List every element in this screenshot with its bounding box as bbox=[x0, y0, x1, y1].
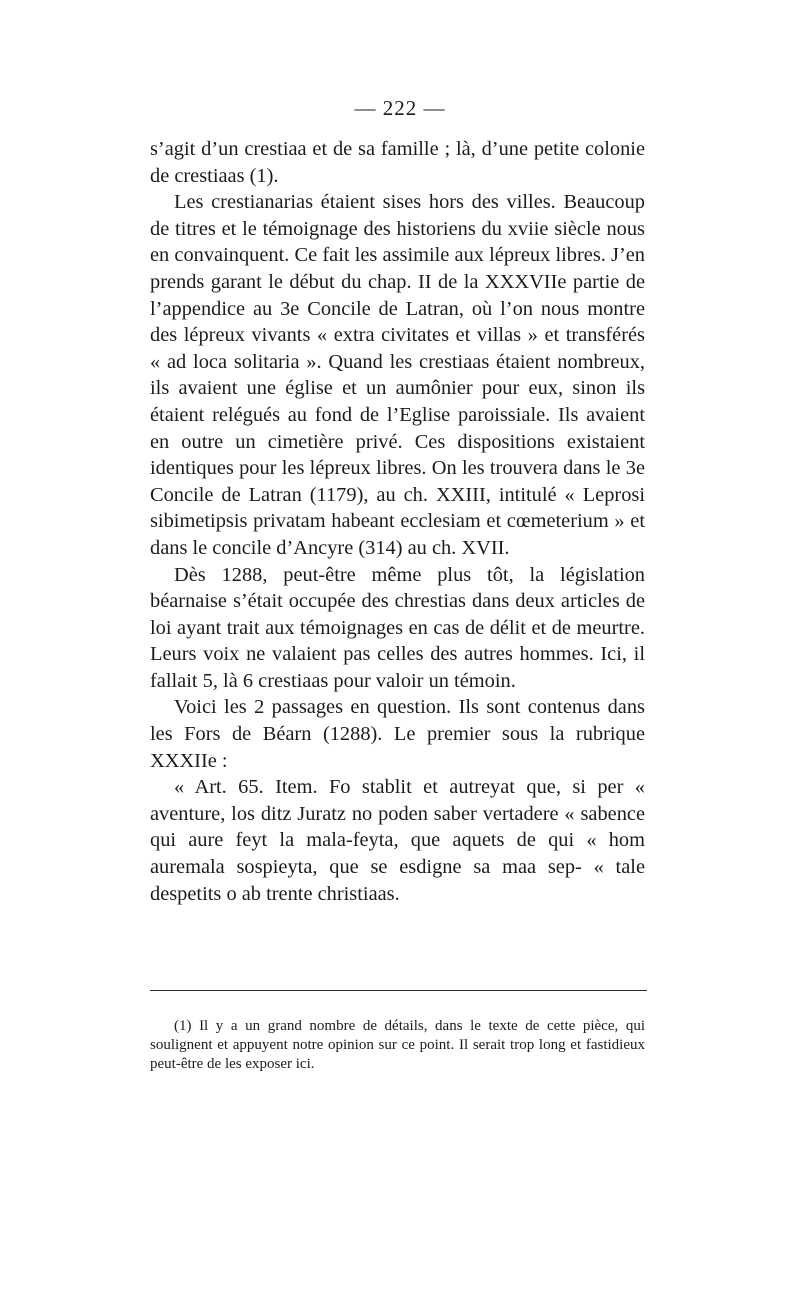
footnote bbox=[150, 1017, 645, 1074]
paragraph-quotation: « Art. 65. Item. Fo stablit et autreyat que, si per « aventure, los ditz Juratz no poden saber vertadere « sabence qui aure feyt la mala-feyta, que aquets de qui « hom auremala sospieyta, que se esdigne sa maa sep- « tale despetits o ab trente christiaas. bbox=[150, 776, 645, 905]
footnote-divider bbox=[150, 990, 647, 991]
paragraph-passages: Voici les 2 passages en question. Ils sont contenus dans les Fors de Béarn (1288). Le premier sous la rubrique XXXIIe : bbox=[150, 696, 645, 772]
paragraph-legislation: Dès 1288, peut-être même plus tôt, la législation béarnaise s’était occupée des chrestias dans deux articles de loi ayant trait aux témoignages en cas de délit et de meurtre. Leurs voix ne valaient pas celles des autres hommes. Ici, il fallait 5, là 6 crestiaas pour valoir un témoin. bbox=[150, 563, 645, 692]
paragraph-crestianarias: Les crestianarias étaient sises hors des villes. Beaucoup de titres et le témoignage des historiens du xviie siècle nous en convainquent. Ce fait les assimile aux lépreux libres. J’en prends garant le début du chap. II de la XXXVIIe partie de l’appendice au 3e Concile de Latran, où l’on nous montre des lépreux vivants « extra civitates et villas » et transférés « ad loca solitaria ». Quand les crestiaas étaient nombreux, ils avaient une église et un aumônier pour eux, sinon ils étaient relégués au fond de l’Eglise paroissiale. Ils avaient en outre un cimetière privé. Ces dispositions existaient identiques pour les lépreux libres. On les trouvera dans le 3e Concile de Latran (1179), au ch. XXIII, intitulé « Leprosi sibimetipsis privatam habeant ecclesiam et cœmeterium » et dans le concile d’Ancyre (314) au ch. XVII. bbox=[150, 191, 645, 559]
paragraph-continuation: s’agit d’un crestiaa et de sa famille ; là, d’une petite colonie de crestiaas (1). bbox=[150, 138, 645, 187]
main-text bbox=[150, 136, 645, 907]
footnote-text: (1) Il y a un grand nombre de détails, dans le texte de cette pièce, qui soulignent et appuyent notre opinion sur ce point. Il serait trop long et fastidieux peut-être de les exposer ici. bbox=[150, 1018, 645, 1072]
page-number: — 222 — bbox=[354, 96, 446, 120]
